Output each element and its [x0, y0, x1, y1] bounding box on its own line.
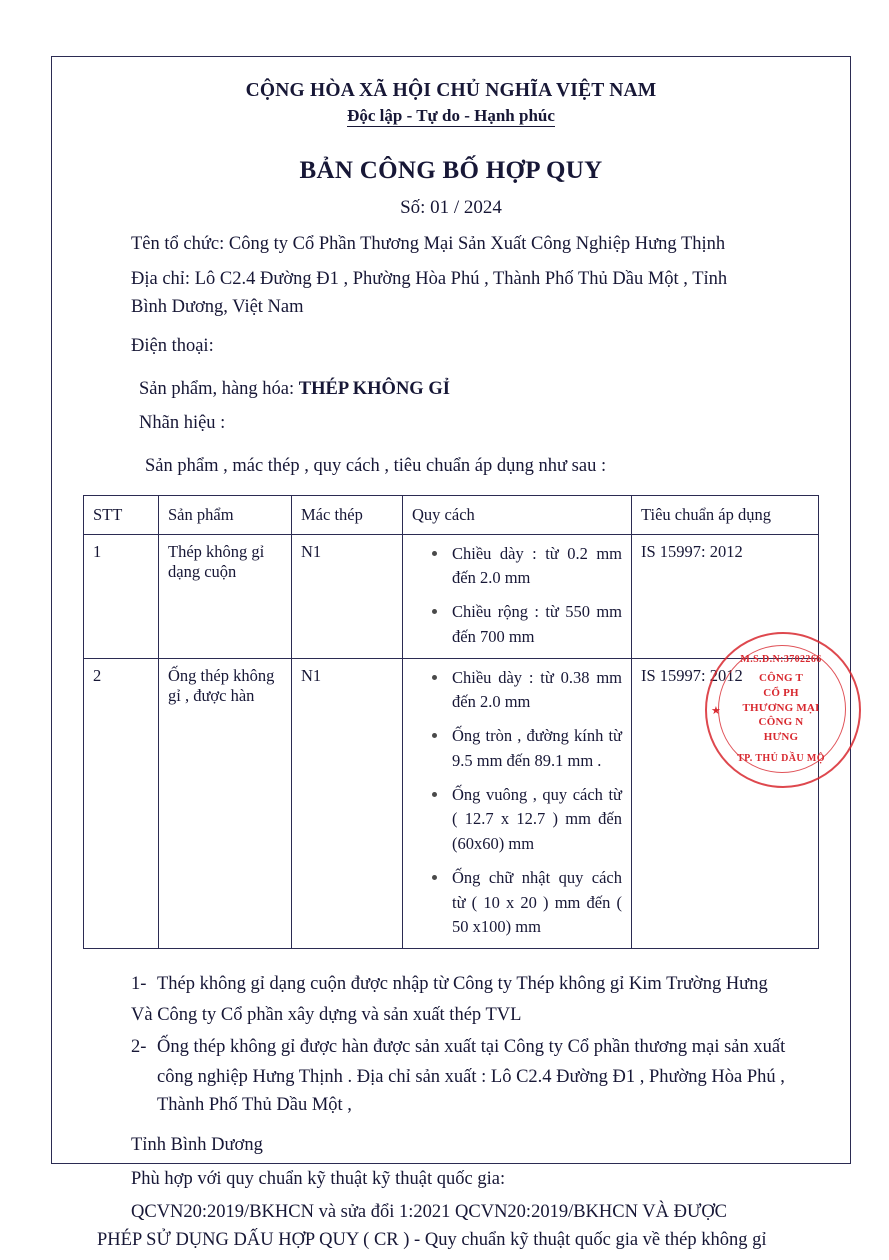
product-label: Sản phẩm, hàng hóa:: [139, 378, 299, 399]
national-motto-text: Độc lập - Tự do - Hạnh phúc: [347, 106, 555, 125]
row1-standard: IS 15997: 2012: [632, 534, 819, 658]
org-address-value: Lô C2.4 Đường Đ1 , Phường Hòa Phú , Thành Phố Thủ Dầu Một , Tỉnh: [194, 268, 728, 289]
document-number: Số: 01 / 2024: [400, 197, 502, 218]
intro-line: Sản phẩm , mác thép , quy cách , tiêu chuẩn áp dụng như sau :: [145, 456, 607, 477]
national-motto: [83, 106, 819, 126]
specification-table: [83, 495, 819, 950]
document-content: [51, 56, 851, 1251]
row1-spec-item: Chiều dày : từ 0.2 mm đến 2.0 mm: [430, 542, 622, 592]
seal-line-1: CÔNG T: [758, 671, 804, 684]
table-header-row: [84, 495, 819, 534]
table-row: [84, 658, 819, 949]
seal-location-text: TP. THỦ DẦU MỘ: [737, 753, 825, 764]
row2-spec-item: Chiều dày : từ 0.38 mm đến 2.0 mm: [430, 666, 622, 716]
row2-spec-item: Ống chữ nhật quy cách từ ( 10 x 20 ) mm đến ( 50 x100) mm: [430, 866, 622, 940]
row2-stt: 2: [84, 658, 159, 949]
table-header-spec: Quy cách: [403, 495, 632, 534]
standard-line-1: QCVN20:2019/BKHCN và sửa đổi 1:2021 QCVN20:2019/BKHCN VÀ ĐƯỢC: [131, 1202, 728, 1223]
note-1-number: 1-: [131, 974, 147, 995]
note-2-cont-2: Thành Phố Thủ Dầu Một ,: [157, 1095, 352, 1116]
conformity-label: Phù hợp với quy chuẩn kỹ thuật kỹ thuật quốc gia:: [131, 1168, 506, 1189]
row1-stt: 1: [84, 534, 159, 658]
national-title: CỘNG HÒA XÃ HỘI CHỦ NGHĨA VIỆT NAM: [245, 80, 657, 101]
note-2-cont-1: công nghiệp Hưng Thịnh . Địa chỉ sản xuất : Lô C2.4 Đường Đ1 , Phường Hòa Phú ,: [157, 1067, 785, 1088]
table-header-standard: Tiêu chuẩn áp dụng: [632, 495, 819, 534]
seal-star-icon: ★: [711, 705, 721, 717]
seal-line-3: THƯƠNG MẠI: [742, 701, 820, 714]
row1-product: Thép không gỉ dạng cuộn: [159, 534, 292, 658]
seal-line-2: CỔ PH: [763, 686, 799, 699]
row2-spec-item: Ống vuông , quy cách từ ( 12.7 x 12.7 ) mm đến (60x60) mm: [430, 783, 622, 857]
row1-grade: N1: [292, 534, 403, 658]
org-address-line2: Bình Dương, Việt Nam: [131, 297, 304, 318]
note-2-text: Ống thép không gỉ được hàn được sản xuất tại Công ty Cổ phần thương mại sản xuất: [157, 1036, 786, 1057]
brand-line: Nhãn hiệu :: [139, 413, 226, 434]
row1-specs: [403, 534, 632, 658]
org-address-label: Địa chỉ:: [131, 268, 195, 289]
org-name-line: [83, 230, 819, 259]
note-2: [83, 1034, 819, 1062]
row1-spec-item: Chiều rộng : từ 550 mm đến 700 mm: [430, 600, 622, 650]
note-1: [83, 971, 819, 999]
org-phone-line: Điện thoại:: [131, 336, 214, 357]
table-row: [84, 534, 819, 658]
row2-spec-item: Ống tròn , đường kính từ 9.5 mm đến 89.1 mm .: [430, 724, 622, 774]
row2-standard: IS 15997: 2012: [632, 658, 819, 949]
row2-specs: [403, 658, 632, 949]
org-name-value: Công ty Cổ Phần Thương Mại Sản Xuất Công Nghiệp Hưng Thịnh: [228, 234, 726, 254]
note-1-cont: Và Công ty Cổ phần xây dựng và sản xuất thép TVL: [131, 1004, 522, 1025]
note-1-text: Thép không gỉ dạng cuộn được nhập từ Công ty Thép không gỉ Kim Trường Hưng: [157, 974, 768, 995]
table-header-stt: STT: [84, 495, 159, 534]
document-title: BẢN CÔNG BỐ HỢP QUY: [299, 157, 603, 184]
notes-section: [83, 971, 819, 1120]
note-2-number: 2-: [131, 1036, 147, 1057]
seal-line-4: CÔNG N: [758, 716, 804, 729]
table-header-product: Sản phẩm: [159, 495, 292, 534]
row1-spec-list: [412, 542, 622, 650]
table-header-grade: Mác thép: [292, 495, 403, 534]
product-line: [83, 375, 819, 404]
org-name-label: Tên tổ chức:: [131, 234, 229, 254]
row2-grade: N1: [292, 658, 403, 949]
product-value: THÉP KHÔNG GỈ: [298, 378, 450, 399]
standard-line-2: PHÉP SỬ DỤNG DẤU HỢP QUY ( CR ) - Quy chuẩn kỹ thuật quốc gia về thép không gỉ: [97, 1230, 767, 1251]
province-line: Tỉnh Bình Dương: [131, 1134, 263, 1155]
seal-line-5: HƯNG: [763, 731, 799, 744]
row2-spec-list: [412, 666, 622, 941]
org-address-line: [83, 265, 819, 294]
row2-product: Ống thép không gỉ , được hàn: [159, 658, 292, 949]
tail-section: [83, 1132, 819, 1255]
seal-registration-number: M.S.D.N:3702266: [740, 654, 822, 665]
